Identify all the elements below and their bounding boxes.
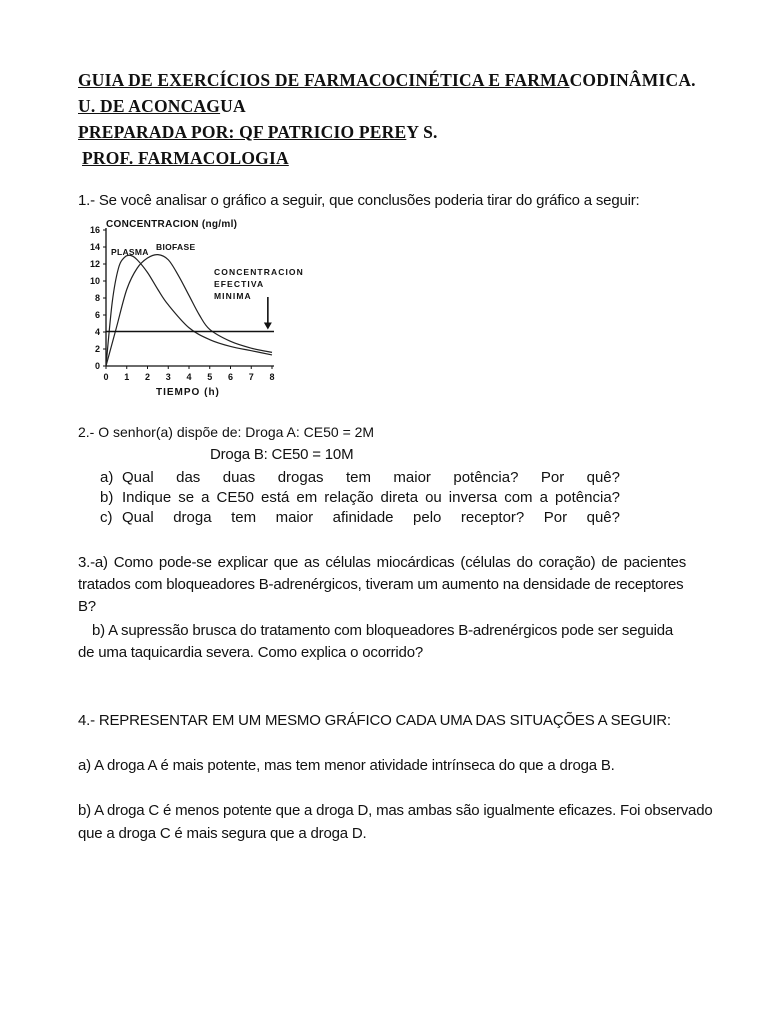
chart-y-tick-label: 6 <box>94 310 100 320</box>
question-3b-line-1: b) A supressão brusca do tratamento com bloqueadores B-adrenérgicos pode ser seguida <box>92 622 674 639</box>
header-line-4 <box>82 148 289 169</box>
chart-y-tick-label: 8 <box>94 293 100 303</box>
header-author-rest: Y S. <box>406 122 438 142</box>
list-text: Indique se a CE50 está em relação direta ou inversa com a potência? <box>122 489 620 506</box>
chart-x-tick-label: 0 <box>103 372 109 382</box>
threshold-label-line: CONCENTRACION <box>214 267 304 277</box>
list-item <box>100 488 620 508</box>
list-text: Qual droga tem maior afinidade pelo receptor? Por quê? <box>122 509 620 526</box>
question-2-list <box>100 468 620 528</box>
question-2-line-2: Droga B: CE50 = 10M <box>210 446 354 463</box>
threshold-arrow-head <box>264 323 272 330</box>
threshold-label-line: EFECTIVA <box>214 279 265 289</box>
header-line-3 <box>78 122 438 143</box>
question-4b-line-2: que a droga C é mais segura que a droga D. <box>78 825 367 842</box>
header-title-underlined: GUIA DE EXERCÍCIOS DE FARMACOCINÉTICA E FARMA <box>78 70 570 90</box>
chart-y-tick-label: 16 <box>89 225 100 235</box>
chart-y-tick-label: 0 <box>94 361 100 371</box>
header-author-underlined: PREPARADA POR: QF PATRICIO PERE <box>78 122 407 142</box>
question-2-line-1: 2.- O senhor(a) dispõe de: Droga A: CE50 = 2M <box>78 424 375 440</box>
chart-y-tick-label: 14 <box>89 242 100 252</box>
question-3a-line-1: 3.-a) Como pode-se explicar que as células miocárdicas (células do coração) de pacientes <box>78 554 686 571</box>
header-university-rest: UA <box>220 96 246 116</box>
chart-x-tick-label: 1 <box>124 372 130 382</box>
chart-y-tick-label: 4 <box>94 327 100 337</box>
chart-x-tick-label: 7 <box>248 372 254 382</box>
list-marker: a) <box>100 469 114 486</box>
chart-y-tick-label: 12 <box>89 259 100 269</box>
list-marker: c) <box>100 509 113 526</box>
chart-x-tick-label: 6 <box>227 372 234 382</box>
chart-y-tick-label: 2 <box>94 344 100 354</box>
question-3b-line-2: de uma taquicardia severa. Como explica o ocorrido? <box>78 644 423 661</box>
question-4b-line-1: b) A droga C é menos potente que a droga D, mas ambas são igualmente eficazes. Foi observado <box>78 802 713 819</box>
question-1-text: 1.- Se você analisar o gráfico a seguir, que conclusões poderia tirar do gráfico a seguir: <box>78 192 640 209</box>
list-item <box>100 468 620 488</box>
chart-x-tick-label: 4 <box>186 372 192 382</box>
chart-ylabel: CONCENTRACION (ng/ml) <box>106 219 238 230</box>
question-4a: a) A droga A é mais potente, mas tem menor atividade intrínseca do que a droga B. <box>78 757 615 774</box>
list-text: Qual das duas drogas tem maior potência? Por quê? <box>122 469 620 486</box>
question-4-title: 4.- REPRESENTAR EM UM MESMO GRÁFICO CADA UMA DAS SITUAÇÕES A SEGUIR: <box>78 712 671 729</box>
header-department: PROF. FARMACOLOGIA <box>82 148 289 168</box>
chart-x-tick-label: 5 <box>207 372 213 382</box>
threshold-label-line: MINIMA <box>214 291 252 301</box>
chart-x-tick-label: 2 <box>144 372 151 382</box>
chart-x-tick-label: 3 <box>165 372 171 382</box>
pharmacokinetics-chart <box>78 215 318 405</box>
header-line-2 <box>78 96 246 117</box>
header-university-underlined: U. DE ACONCAG <box>78 96 221 116</box>
series-biofase-label: BIOFASE <box>156 242 196 252</box>
question-3a-line-2: tratados com bloqueadores B-adrenérgicos, tiveram um aumento na densidade de receptores <box>78 576 684 593</box>
chart-xlabel: TIEMPO (h) <box>156 387 220 398</box>
chart-x-tick-label: 8 <box>269 372 275 382</box>
list-item <box>100 508 620 528</box>
question-3a-line-3: B? <box>78 598 96 615</box>
header-line-1 <box>78 70 696 91</box>
list-marker: b) <box>100 489 114 506</box>
series-plasma-label: PLASMA <box>111 247 149 257</box>
chart-y-tick-label: 10 <box>89 276 100 286</box>
header-title-rest: CODINÂMICA. <box>569 70 696 90</box>
